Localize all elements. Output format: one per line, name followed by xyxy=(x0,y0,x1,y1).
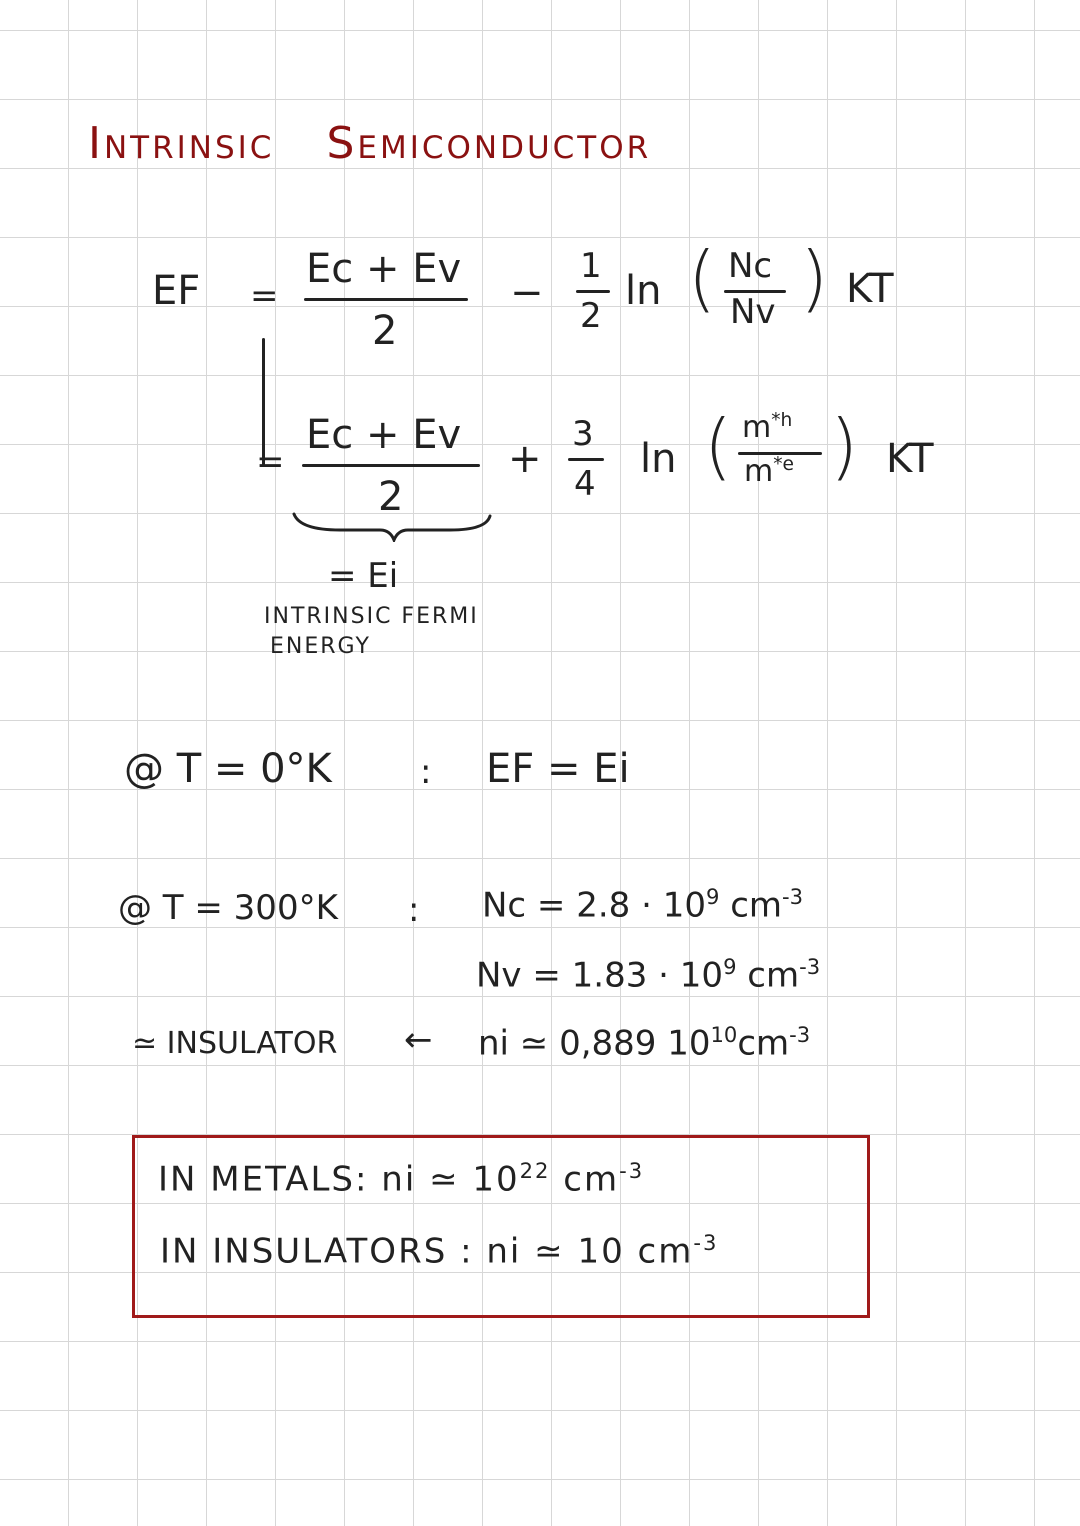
eq1-minus: − xyxy=(510,270,544,316)
eq1-kt: KT xyxy=(846,266,894,312)
eq2-coef-num: 3 xyxy=(572,414,594,454)
energy-label: ENERGY xyxy=(270,634,371,659)
condition-t300: @ T = 300°K xyxy=(118,888,338,928)
page-title xyxy=(88,118,703,169)
nv-value: $Nv = 1.83 \cdot 10^9$ $cm^{-3}$ xyxy=(476,954,821,996)
eq2-coef-bar xyxy=(568,458,604,461)
eq2-equals: = xyxy=(256,442,285,482)
ei-label: = Ei xyxy=(328,556,399,596)
arrow-icon: ← xyxy=(404,1020,433,1060)
eq1-fraction-bar xyxy=(304,298,468,301)
eq1-coef-bar xyxy=(576,290,610,293)
eq2-numerator: Ec + Ev xyxy=(306,412,462,458)
eq1-paren-close: ) xyxy=(800,236,829,320)
insulators-line: IN INSULATORS : ni ≃ 10 $cm^{-3}$ xyxy=(160,1230,719,1272)
eq2-fraction-bar xyxy=(302,464,480,467)
t300-colon: : xyxy=(408,890,420,930)
eq1-numerator: Ec + Ev xyxy=(306,246,462,292)
t0-result: EF = Ei xyxy=(486,746,630,792)
eq2-kt: KT xyxy=(886,436,934,482)
intrinsic-fermi-label: INTRINSIC FERMI xyxy=(264,604,479,629)
eq1-paren-open: ( xyxy=(688,236,717,320)
eq2-ln: ln xyxy=(640,436,677,482)
title-word-2: Semiconductor xyxy=(326,118,652,169)
eq2-paren-open: ( xyxy=(704,404,733,488)
nc-value: $Nc = 2.8 \cdot 10^9$ $cm^{-3}$ xyxy=(482,884,804,926)
eq1-coef-num: 1 xyxy=(580,246,602,286)
eq2-plus: + xyxy=(508,436,542,482)
eq2-ratio-num: $m^{*h}$ xyxy=(742,410,793,445)
eq1-ln: ln xyxy=(625,268,662,314)
eq2-denominator: 2 xyxy=(378,474,404,520)
eq2-paren-close: ) xyxy=(830,404,859,488)
eq1-denominator: 2 xyxy=(372,308,398,354)
title-word-1: Intrinsic xyxy=(88,118,275,169)
eq2-ratio-den: $m^{*e}$ xyxy=(744,454,794,489)
metals-line: IN METALS: ni ≃ $10^{22}$ $cm^{-3}$ xyxy=(158,1158,645,1200)
underbrace xyxy=(290,508,494,542)
condition-t0: @ T = 0°K xyxy=(124,746,332,792)
ni-value: ni ≃ 0,889 $10^{10}cm^{-3}$ xyxy=(478,1022,811,1064)
eq1-coef-den: 2 xyxy=(580,296,602,336)
ef-lhs: EF xyxy=(152,268,201,314)
eq1-ratio-num: Nc xyxy=(728,246,773,286)
t0-colon: : xyxy=(420,752,432,792)
eq2-coef-den: 4 xyxy=(574,464,596,504)
insulator-note: ≃ INSULATOR xyxy=(132,1026,338,1061)
eq1-equals: = xyxy=(250,276,279,316)
eq1-ratio-den: Nv xyxy=(730,292,776,332)
